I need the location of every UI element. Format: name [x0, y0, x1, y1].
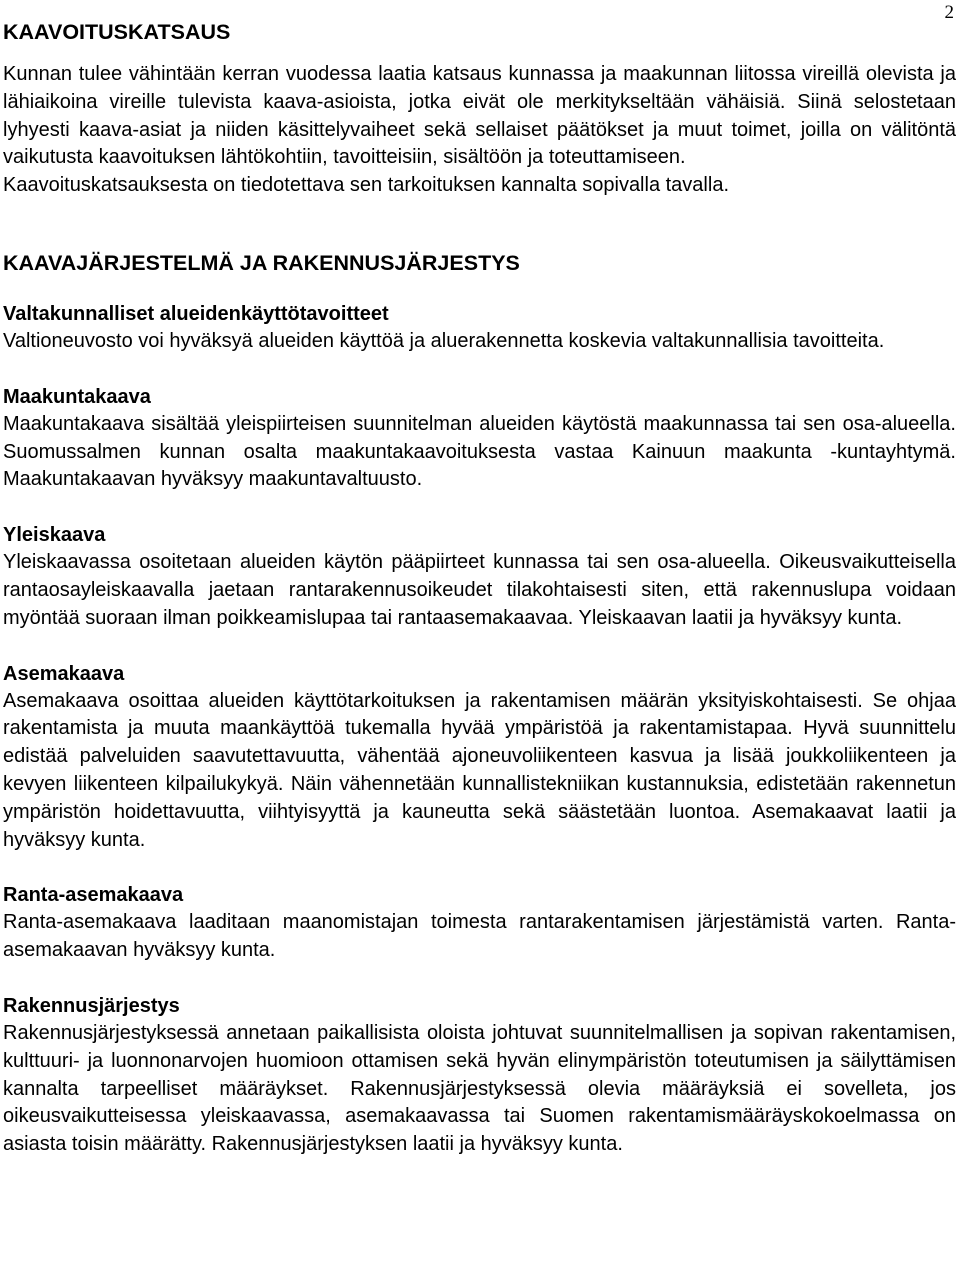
yleiskaava-section: [3, 521, 956, 632]
rakennusjarjestys-text: Rakennusjärjestyksessä annetaan paikallisista oloista johtuvat suunnitelmallisen ja sopivan rakentamisen, kulttuuri- ja luonnonarvojen huomioon ottamisen sekä hyvän elinympäristön toteutumisen ja säilyttämisen kannalta tarpeelliset määräykset. Rakennusjärjestyksessä olevia määräyksiä ei sovelleta, jos oikeusvaikutteisessa yleiskaavassa, asemakaavassa tai Suomen rakentamismääräyskokoelmassa on asiasta toisin määrätty. Rakennusjärjestyksen laatii ja hyväksyy kunta.: [3, 1021, 956, 1156]
section-title-kaavajarjestelma: KAAVAJÄRJESTELMÄ JA RAKENNUSJÄRJESTYS: [3, 250, 520, 275]
kaavoituskatsaus-paragraph-2: Kaavoituskatsauksesta on tiedotettava sen tarkoituksen kannalta sopivalla tavalla.: [3, 174, 729, 197]
valtakunnalliset-heading: Valtakunnalliset alueidenkäyttötavoitteet: [3, 302, 389, 325]
valtakunnalliset-text: Valtioneuvosto voi hyväksyä alueiden käyttöä ja aluerakennetta koskevia valtakunnallisia tavoitteita.: [3, 329, 885, 352]
asemakaava-text: Asemakaava osoittaa alueiden käyttötarkoituksen ja rakentamisen määrän yksityiskohtaisesti. Se ohjaa rakentamista ja muuta maankäyttöä tukemalla hyvää ympäristöä ja rakentamistapaa. Hyvä suunnittelu edistää palveluiden saavutettavuutta, vähentää ajoneuvoliikenteen kasvua ja lisää joukkoliikenteen ja kevyen liikenteen kilpailukykyä. Näin vähennetään kunnallistekniikan kustannuksia, edistetään rakennetun ympäristön hoidettavuutta, viihtyisyyttä ja kauneutta sekä säästetään luontoa. Asemakaavat laatii ja hyväksyy kunta.: [3, 689, 956, 851]
kaavoituskatsaus-body: [3, 61, 956, 200]
section-title-kaavoituskatsaus: KAAVOITUSKATSAUS: [3, 20, 231, 44]
rakennusjarjestys-section: [3, 992, 956, 1159]
asemakaava-heading: Asemakaava: [3, 662, 125, 685]
document-page: [3, 18, 956, 1159]
maakuntakaava-section: [3, 383, 956, 494]
ranta-asemakaava-text: Ranta-asemakaava laaditaan maanomistajan toimesta rantarakentamisen järjestämistä varten. Ranta-asemakaavan hyväksyy kunta.: [3, 911, 956, 962]
page-number: 2: [944, 2, 954, 23]
asemakaava-section: [3, 660, 956, 855]
kaavoituskatsaus-paragraph-1: Kunnan tulee vähintään kerran vuodessa laatia katsaus kunnassa ja maakunnan liitossa vireillä olevista ja lähiaikoina vireille tulevista kaava-asioista, jotka eivät ole merkitykseltään vähäisiä. Siinä selostetaan lyhyesti kaava-asiat ja niiden käsittelyvaiheet sekä sellaiset päätökset ja muut toimet, joilla on välitöntä vaikutusta kaavoituksen lähtökohtiin, tavoitteisiin, sisältöön ja toteuttamiseen.: [3, 63, 956, 169]
ranta-asemakaava-section: [3, 881, 956, 965]
maakuntakaava-text: Maakuntakaava sisältää yleispiirteisen suunnitelman alueiden käytöstä maakunnassa tai sen osa-alueella. Suomussalmen kunnan osalta maakuntakaavoituksesta vastaa Kainuun maakunta -kuntayhtymä. Maakuntakaavan hyväksyy maakuntavaltuusto.: [3, 412, 956, 491]
maakuntakaava-heading: Maakuntakaava: [3, 385, 151, 408]
yleiskaava-text: Yleiskaavassa osoitetaan alueiden käytön pääpiirteet kunnassa tai sen osa-alueella. Oikeusvaikutteisella rantaosayleiskaavalla jaetaan rantarakennusoikeudet tilakohtaisesti siten, että rakennuslupa voidaan myöntää suoraan ilman poikkeamislupaa tai rantaasemakaavaa. Yleiskaavan laatii ja hyväksyy kunta.: [3, 551, 956, 629]
yleiskaava-heading: Yleiskaava: [3, 524, 106, 547]
rakennusjarjestys-heading: Rakennusjärjestys: [3, 994, 180, 1017]
valtakunnalliset-section: [3, 300, 956, 356]
ranta-asemakaava-heading: Ranta-asemakaava: [3, 884, 184, 907]
